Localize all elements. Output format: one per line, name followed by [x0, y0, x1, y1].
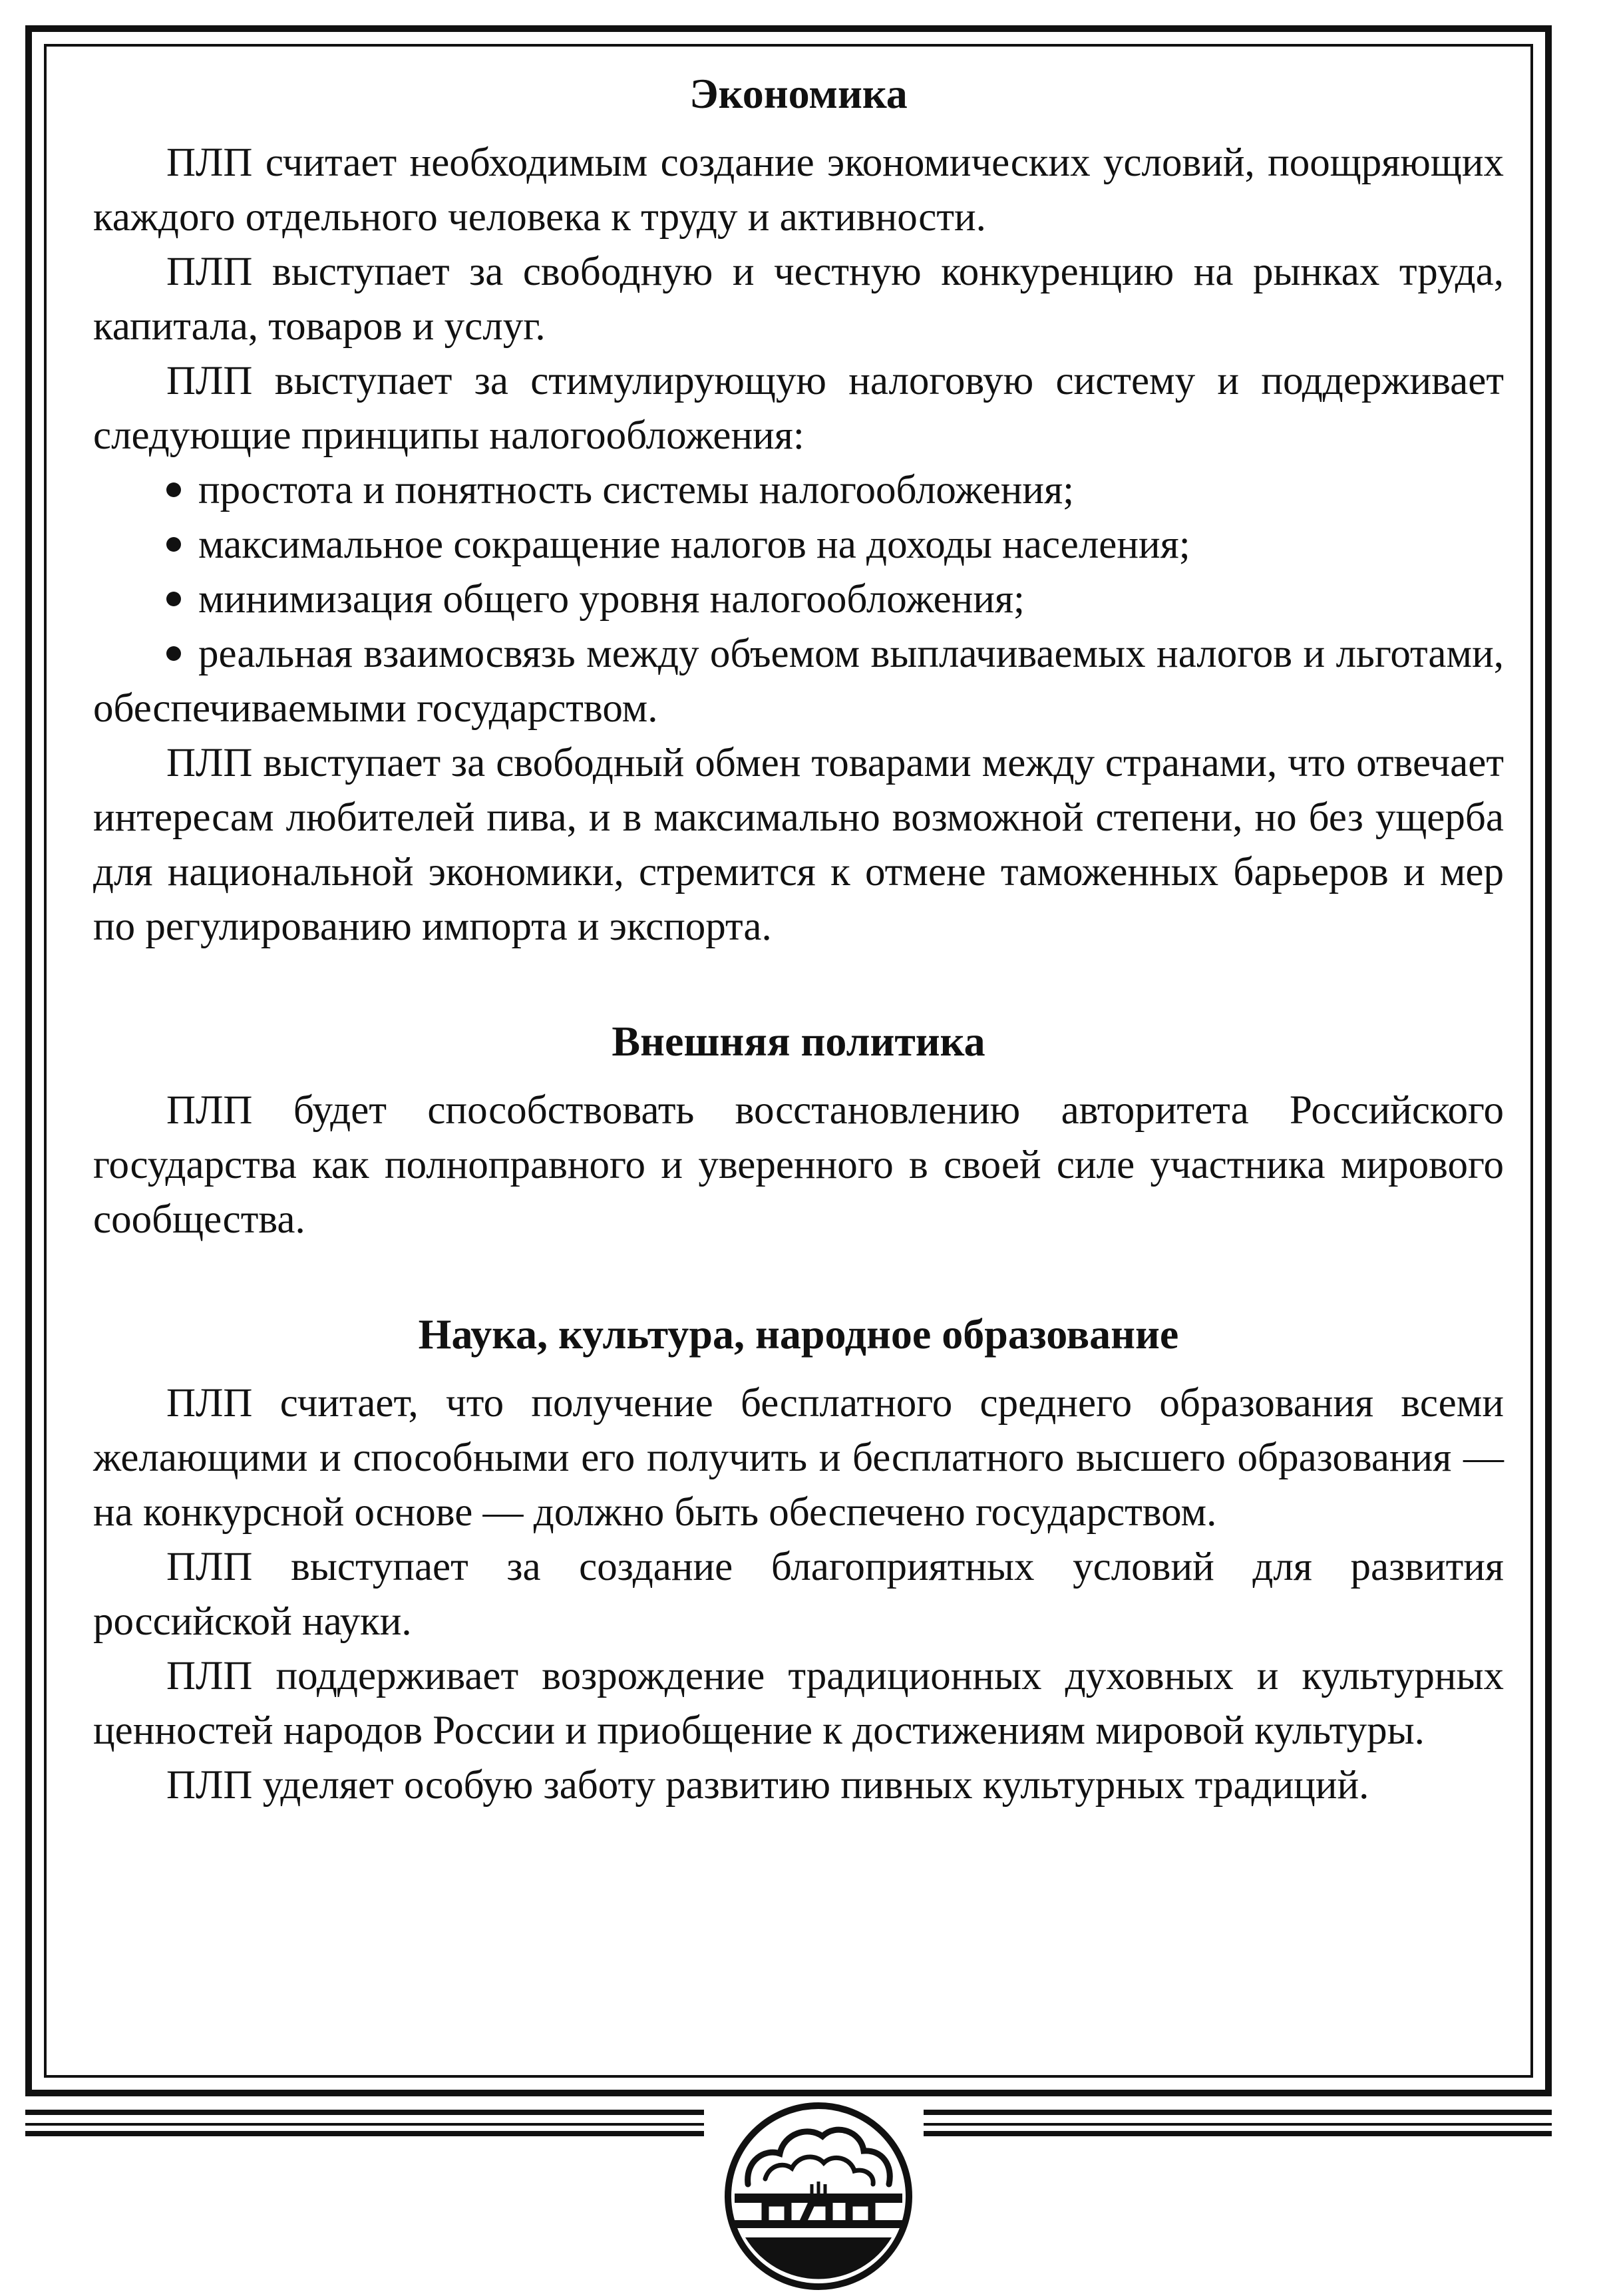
list-item	[93, 572, 1504, 627]
list-item-text: реальная взаимосвязь между объемом выплачиваемых налогов и льготами, обеспечиваемыми государством.	[93, 632, 1504, 731]
paragraph: ПЛП выступает за стимулирующую налоговую систему и поддерживает следующие принципы налогообложения:	[93, 359, 1504, 458]
bullet-icon	[166, 482, 181, 497]
paragraph: ПЛП выступает за свободную и честную конкуренцию на рынках труда, капитала, товаров и услуг.	[93, 250, 1504, 349]
section-heading: Экономика	[689, 70, 908, 117]
bottom-rule-right	[924, 2110, 1552, 2138]
section-heading: Наука, культура, народное образование	[418, 1310, 1179, 1358]
tax-principles-list	[93, 463, 1504, 736]
section-heading: Внешняя политика	[612, 1018, 985, 1065]
bullet-icon	[166, 537, 181, 552]
bullet-icon	[166, 646, 181, 661]
paragraph: ПЛП считает, что получение бесплатного среднего образования всеми желающими и способными его получить и бесплатного высшего образования — на конкурсной основе — должно быть обеспечено государством.	[93, 1381, 1504, 1535]
paragraph: ПЛП выступает за свободный обмен товарами между странами, что отвечает интересам любителей пива, и в максимально возможной степени, но без ущерба для национальной экономики, стремится к отмене таможенных барьеров и мер по регулированию импорта и экспорта.	[93, 741, 1504, 949]
document-body	[93, 64, 1504, 1870]
section-foreign-policy	[93, 1012, 1504, 1247]
paragraph: ПЛП будет способствовать восстановлению авторитета Российского государства как полноправного и уверенного в своей силе участника мирового сообщества.	[93, 1088, 1504, 1242]
bottom-rule-left	[25, 2110, 704, 2138]
paragraph: ПЛП считает необходимым создание экономических условий, поощряющих каждого отдельного человека к труду и активности.	[93, 140, 1504, 240]
list-item-text: максимальное сокращение налогов на доходы населения;	[198, 522, 1190, 567]
bullet-icon	[166, 592, 181, 606]
list-item-text: минимизация общего уровня налогообложения;	[198, 577, 1025, 622]
list-item	[93, 463, 1504, 518]
list-item-text: простота и понятность системы налогообложения;	[198, 468, 1075, 512]
section-science-culture-education	[93, 1304, 1504, 1813]
list-item	[93, 518, 1504, 572]
paragraph: ПЛП поддерживает возрождение традиционных духовных и культурных ценностей народов России и приобщение к достижениям мировой культуры.	[93, 1654, 1504, 1753]
list-item	[93, 627, 1504, 736]
paragraph: ПЛП уделяет особую заботу развитию пивных культурных традиций.	[166, 1763, 1369, 1808]
party-emblem-icon	[719, 2096, 918, 2296]
section-economy	[93, 64, 1504, 954]
paragraph: ПЛП выступает за создание благоприятных условий для развития российской науки.	[93, 1545, 1504, 1644]
